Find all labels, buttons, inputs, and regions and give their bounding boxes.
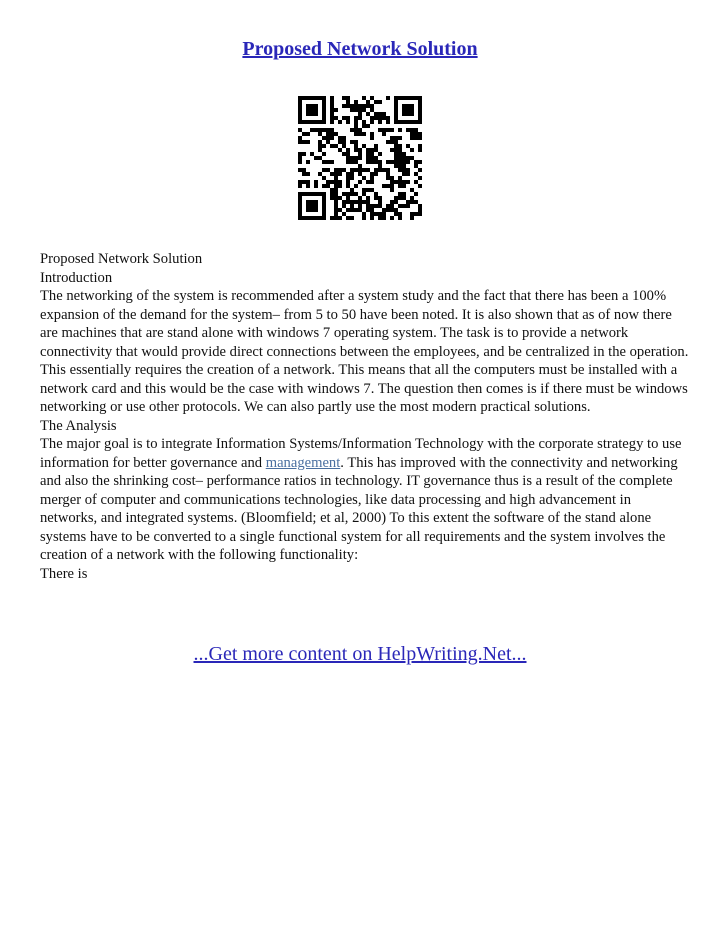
- section-label-introduction: Introduction: [40, 269, 113, 286]
- analysis-text-start: The major goal is to integrate Information Systems/Information Technology with the corporate strategy to use information for better governance and: [40, 436, 682, 471]
- qr-code-icon: [298, 96, 422, 220]
- introduction-paragraph: The networking of the system is recommended after a system study and the fact that there has been a 100% expansion of the demand for the system– from 5 to 50 have been noted. It is also shown that as of now there are machines that are stand alone with windows 7 operating system. The task is to provide a network connectivity that would provide direct connections between the employees, and be centralized in the operation. This essentially requires the creation of a network. This means that all the computers must be installed with a network card and this would be the case with windows 7. The question then comes is if there must be windows networking or use other protocols. We can also partly use the most modern practical solutions.: [40, 288, 689, 415]
- analysis-paragraph: [40, 435, 690, 565]
- analysis-text-end: . This has improved with the connectivity and networking and also the shrinking cost– performance ratios in technology. IT governance thus is a result of the complete merger of computer and communications technologies, like data processing and high advancement in networks, and integrated systems. (Bloomfield; et al, 2000) To this extent the software of the stand alone systems have to be converted to a single functional system for all requirements and the system involves the creation of a network with the following functionality:: [40, 454, 678, 563]
- section-label-analysis: The Analysis: [40, 417, 117, 434]
- closing-line: There is: [40, 565, 88, 582]
- document-body: [40, 250, 690, 583]
- management-link[interactable]: management: [265, 454, 341, 471]
- get-more-content-link[interactable]: ...Get more content on HelpWriting.Net...: [193, 643, 527, 665]
- document-heading: Proposed Network Solution: [40, 251, 203, 267]
- page-title[interactable]: Proposed Network Solution: [242, 38, 478, 60]
